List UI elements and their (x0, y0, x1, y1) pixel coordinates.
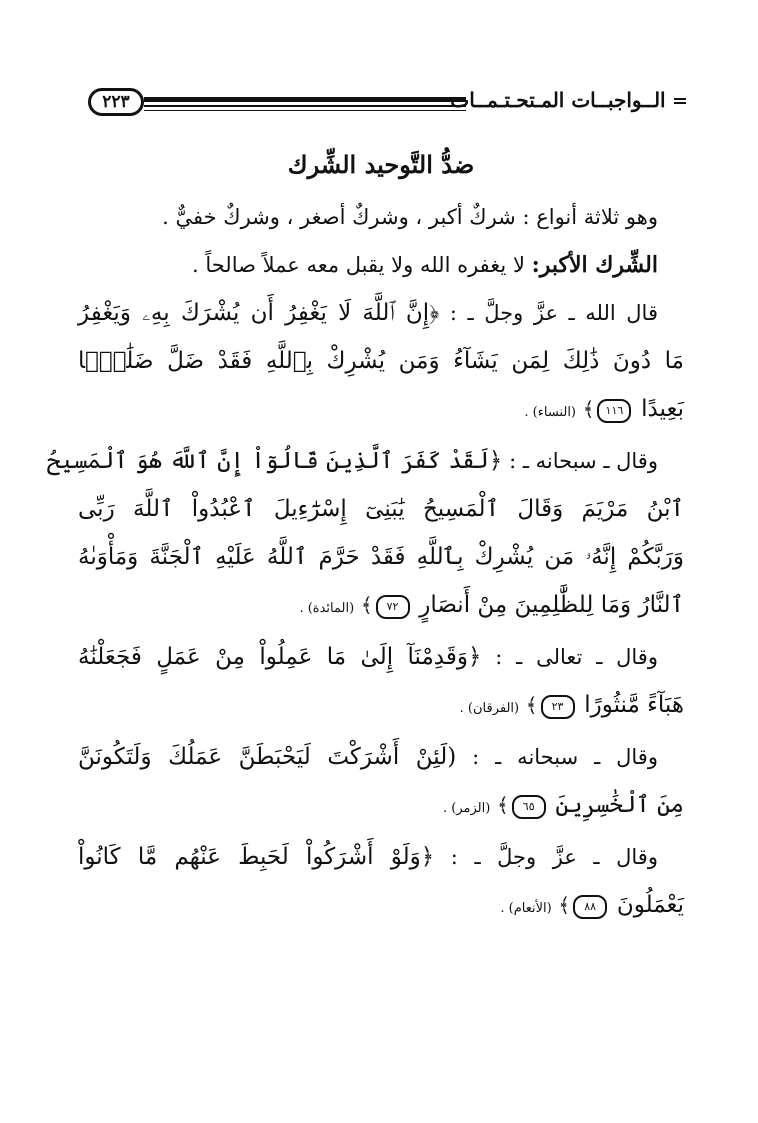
quran-text: ﴿وَقَدِمْنَآ إِلَىٰ مَا عَمِلُواْ مِنْ عَمَلٍ فَجَعَلْنَٰهُ (78, 644, 482, 670)
surah-reference: (الزمر) . (443, 801, 491, 816)
closing-brace-icon: ﴾ (360, 593, 373, 617)
quote-intro: قال الله ـ عزَّ وجلَّ ـ : (449, 301, 658, 325)
surah-reference: (المائدة) . (299, 601, 355, 616)
quran-text: ﴿إِنَّ ٱللَّهَ لَا يَغْفِرُ أَن يُشْرَكَ بِهِۦ وَيَغْفِرُ (78, 300, 440, 326)
ayah-number-marker: ٧٢ (376, 595, 410, 619)
quote-intro: وقال ـ سبحانه ـ : (472, 745, 658, 769)
term-major-shirk: الشِّرك الأكبر: (531, 252, 658, 278)
quran-text: ﴿لَقَدْ كَفَرَ ٱلَّذِينَ قَالُوٓاْ إِنَّ ٱللَّهَ هُوَ ٱلْمَسِيحُ (46, 448, 503, 474)
title-ornament-icon (674, 98, 686, 106)
header-rule (144, 97, 466, 102)
definition-text: لا يغفره الله ولا يقبل معه عملاً صالحاً . (191, 253, 532, 277)
surah-reference: (النساء) . (524, 405, 576, 420)
quote-line (78, 781, 684, 833)
quran-text: ﴿وَلَوْ أَشْرَكُواْ لَحَبِطَ عَنْهُم مَّا كَانُواْ (78, 844, 435, 870)
quote-line (78, 581, 684, 633)
closing-brace-icon: ﴾ (496, 793, 509, 817)
quran-text: ٱبْنُ مَرْيَمَ وَقَالَ ٱلْمَسِيحُ يَٰبَنِىٓ إِسْرَٰٓءِيلَ ٱعْبُدُواْ ٱللَّهَ رَبِّى (78, 496, 684, 522)
ayah-number-marker: ١١٦ (597, 399, 631, 423)
section-heading: ضدُّ التَّوحيد الشِّرك (287, 150, 475, 179)
page-number-badge: ٢٢٣ (88, 88, 144, 116)
quote-line (78, 533, 684, 581)
quran-text: مِنَ ٱلْخَٰسِرِينَ (555, 792, 684, 818)
header-rule (144, 110, 466, 111)
quran-text: هَبَآءً مَّنثُورًا (584, 692, 684, 718)
quote-intro: وقال ـ تعالى ـ : (495, 645, 658, 669)
quote-line (78, 485, 684, 533)
closing-brace-icon: ﴾ (582, 397, 595, 421)
quran-text: وَرَبَّكُمْ إِنَّهُۥ مَن يُشْرِكْ بِٱللَّهِ فَقَدْ حَرَّمَ ٱللَّهُ عَلَيْهِ ٱلْجَنَّةَ وَمَأْوَىٰهُ (78, 544, 684, 570)
page-body (46, 150, 684, 933)
quote-line (78, 881, 684, 933)
closing-brace-icon: ﴾ (558, 893, 571, 917)
quote-intro: وقال ـ عزَّ وجلَّ ـ : (450, 845, 658, 869)
quote-line (46, 437, 684, 485)
quran-text: (لَئِنْ أَشْرَكْتَ لَيَحْبَطَنَّ عَمَلُكَ وَلَتَكُونَنَّ (78, 744, 457, 770)
quote-intro: وقال ـ سبحانه ـ : (509, 449, 658, 473)
ayah-number-marker: ٦٥ (512, 795, 546, 819)
ayah-number-marker: ٨٨ (573, 895, 607, 919)
quote-line (78, 633, 684, 681)
quote-line (78, 385, 684, 437)
page-header (88, 88, 686, 128)
quote-line (78, 833, 684, 881)
quote-line (78, 681, 684, 733)
quote-line (78, 289, 684, 337)
quran-text: يَعْمَلُونَ (616, 892, 684, 918)
surah-reference: (الفرقان) . (459, 701, 520, 716)
quran-text: ٱلنَّارُ وَمَا لِلظَّٰلِمِينَ مِنْ أَنصَارٍ (419, 592, 684, 618)
quote-line (78, 733, 684, 781)
paragraph-major-shirk (78, 241, 684, 289)
quote-line (78, 337, 684, 385)
surah-reference: (الأنعام) . (500, 901, 552, 916)
running-title: الــواجبــات المـتحـتـمــات (450, 88, 666, 112)
header-rule (144, 105, 466, 107)
closing-brace-icon: ﴾ (525, 693, 538, 717)
paragraph-types-of-shirk: وهو ثلاثة أنواع : شركٌ أكبر ، وشركٌ أصغر ، وشركٌ خفيٌّ . (162, 205, 658, 229)
quran-text: مَا دُونَ ذَٰلِكَ لِمَن يَشَآءُ وَمَن يُشْرِكْ بِٱللَّهِ فَقَدْ ضَلَّ ضَلَٰلًۢا (78, 348, 684, 374)
ayah-number-marker: ٢٣ (541, 695, 575, 719)
quran-text: بَعِيدًا (641, 396, 684, 422)
